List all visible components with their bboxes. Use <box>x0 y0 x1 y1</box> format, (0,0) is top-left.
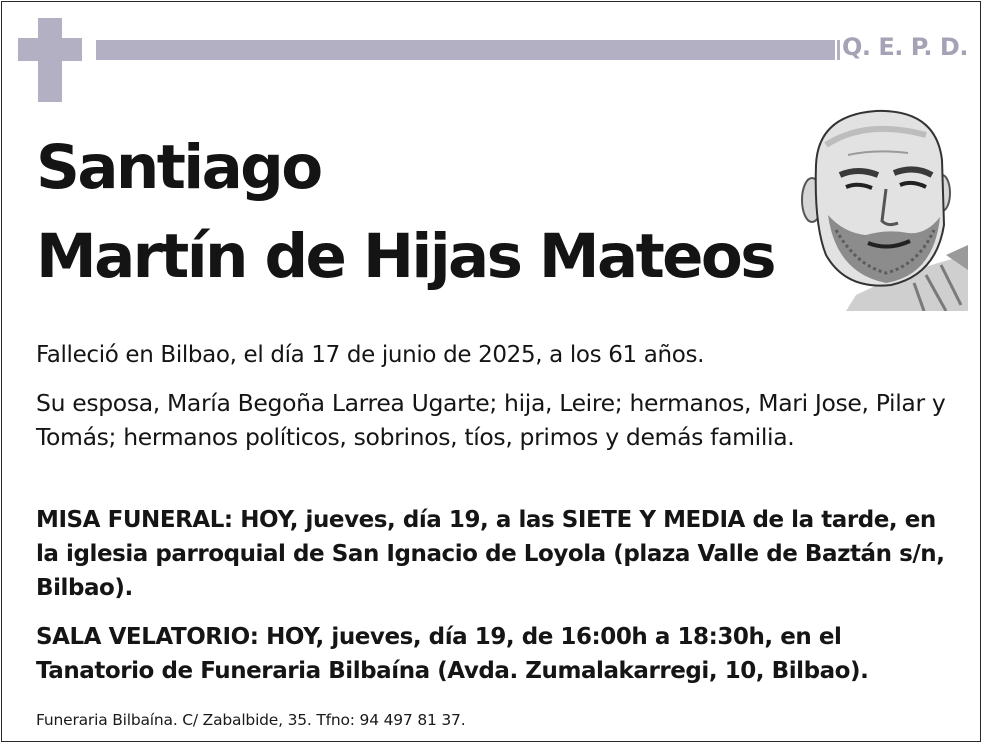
family-paragraph: Su esposa, María Begoña Larrea Ugarte; hija, Leire; hermanos, Mari Jose, Pilar y Tomás; hermanos políticos, sobrinos, tíos, primos y demás familia. <box>36 389 946 451</box>
qepd-label: Q. E. P. D. <box>842 33 968 61</box>
header-band <box>96 40 835 60</box>
deceased-photo <box>796 105 968 311</box>
header-band-end <box>837 40 840 60</box>
death-notice: Falleció en Bilbao, el día 17 de junio de 2025, a los 61 años. <box>36 342 705 368</box>
funeral-mass-paragraph: MISA FUNERAL: HOY, jueves, día 19, a las SIETE Y MEDIA de la tarde, en la iglesia parroquial de San Ignacio de Loyola (plaza Valle de Baztán s/n, Bilbao). <box>36 507 945 601</box>
deceased-surnames: Martín de Hijas Mateos <box>36 221 774 292</box>
funeral-home-footer: Funeraria Bilbaína. C/ Zabalbide, 35. Tfno: 94 497 81 37. <box>36 711 466 729</box>
wake-room-paragraph: SALA VELATORIO: HOY, jueves, día 19, de 16:00h a 18:30h, en el Tanatorio de Funeraria Bilbaína (Avda. Zumalakarregi, 10, Bilbao). <box>36 624 869 684</box>
deceased-first-name: Santiago <box>36 132 321 203</box>
